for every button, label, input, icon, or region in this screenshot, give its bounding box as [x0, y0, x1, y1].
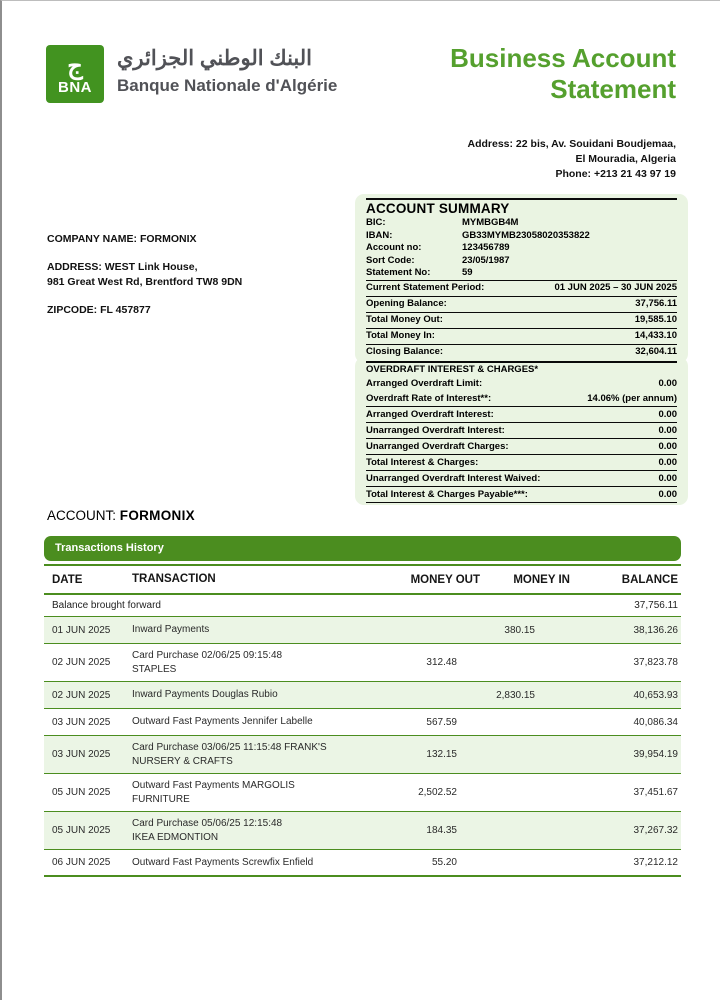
label: Total Interest & Charges Payable***:	[366, 489, 528, 500]
cell-money-out: 312.48	[426, 657, 457, 668]
cell-balance: 40,086.34	[633, 716, 678, 728]
transaction-line1: Outward Fast Payments Screwfix Enfield	[132, 856, 314, 868]
cell-transaction	[132, 856, 356, 870]
transaction-line1: Inward Payments	[132, 624, 210, 636]
label: Overdraft Rate of Interest**:	[366, 393, 492, 404]
bank-address-line1: Address: 22 bis, Av. Souidani Boudjemaa,	[467, 138, 676, 150]
value: 32,604.11	[635, 346, 677, 357]
balance-brought-forward-row	[44, 595, 681, 617]
bank-phone: Phone: +213 21 43 97 19	[555, 168, 676, 180]
header-money-in: MONEY IN	[513, 573, 570, 586]
label: BIC:	[366, 217, 386, 228]
label: Statement No:	[366, 267, 431, 278]
account-label: ACCOUNT:	[47, 508, 117, 523]
value: 0.00	[658, 378, 677, 389]
account-heading	[47, 508, 195, 523]
bna-emblem-icon: ج	[67, 52, 83, 80]
value: 19,585.10	[634, 314, 677, 325]
table-row	[44, 644, 681, 682]
summary-iban-row	[366, 230, 677, 243]
overdraft-box	[355, 357, 688, 505]
value: 59	[462, 267, 473, 278]
transaction-line1: Card Purchase 02/06/25 09:15:48	[132, 650, 283, 661]
label: Sort Code:	[366, 254, 415, 266]
header-balance: BALANCE	[621, 573, 678, 586]
overdraft-limit-row	[366, 376, 677, 391]
cell-date: 05 JUN 2025	[52, 787, 111, 798]
cell-transaction	[132, 623, 356, 637]
cell-balance: 37,267.32	[633, 825, 678, 836]
summary-money-in-row	[366, 328, 677, 344]
label: Total Money In:	[366, 330, 435, 341]
bna-logo	[46, 45, 104, 103]
transaction-line1: Outward Fast Payments Jennifer Labelle	[132, 716, 313, 728]
table-row	[44, 774, 681, 812]
value: 14.06% (per annum)	[587, 393, 677, 404]
value: 14,433.10	[634, 330, 677, 341]
header-transaction: TRANSACTION	[132, 572, 216, 585]
label: Opening Balance:	[366, 298, 447, 309]
summary-period-row	[366, 280, 677, 296]
transaction-line2: IKEA EDMONTION	[132, 831, 219, 843]
summary-bic-row	[366, 217, 677, 230]
value: 0.00	[658, 441, 677, 452]
cell-date: 02 JUN 2025	[52, 657, 111, 668]
label: IBAN:	[366, 229, 393, 241]
value: 0.00	[658, 457, 677, 468]
value: MYMBGB4M	[462, 217, 519, 228]
label: Unarranged Overdraft Interest:	[366, 425, 505, 436]
cell-transaction	[132, 649, 356, 676]
page-title	[450, 43, 676, 105]
page-title-line2: Statement	[550, 74, 676, 104]
cell-date: 03 JUN 2025	[52, 749, 111, 760]
total-interest-charges-row	[366, 454, 677, 470]
page-title-line1: Business Account	[450, 43, 676, 73]
interest-waived-row	[366, 470, 677, 486]
transaction-line1: Inward Payments Douglas Rubio	[132, 689, 278, 701]
cell-money-out: 567.59	[426, 716, 457, 728]
company-address-line2: 981 Great West Rd, Brentford TW8 9DN	[47, 276, 243, 288]
cell-date: 06 JUN 2025	[52, 857, 111, 868]
value: GB33MYMB23058020353822	[462, 229, 590, 241]
label: Unarranged Overdraft Charges:	[366, 441, 509, 452]
account-name-value: FORMONIX	[119, 508, 195, 523]
table-row	[44, 617, 681, 644]
value: 0.00	[658, 409, 677, 420]
cell-date: 02 JUN 2025	[52, 689, 111, 701]
cell-balance: 38,136.26	[633, 624, 678, 636]
transaction-line2: NURSERY & CRAFTS	[132, 755, 233, 767]
transactions-table	[44, 564, 681, 877]
total-payable-row	[366, 486, 677, 503]
table-row	[44, 850, 681, 877]
opening-balance-value: 37,756.11	[634, 600, 678, 611]
brand-header	[46, 45, 337, 103]
value: 0.00	[658, 489, 677, 500]
account-summary-title: ACCOUNT SUMMARY	[366, 201, 510, 216]
label: Arranged Overdraft Interest:	[366, 409, 494, 420]
table-header-row	[44, 566, 681, 595]
value: 23/05/1987	[462, 254, 510, 266]
transaction-line1: Outward Fast Payments MARGOLIS FURNITURE	[132, 780, 295, 805]
cell-money-out: 55.20	[431, 857, 457, 868]
arranged-interest-row	[366, 406, 677, 422]
account-summary-box	[355, 194, 688, 363]
cell-balance: 40,653.93	[633, 689, 678, 701]
unarranged-interest-row	[366, 422, 677, 438]
company-name: COMPANY NAME: FORMONIX	[47, 233, 197, 245]
cell-money-in: 380.15	[504, 624, 535, 636]
company-address-line1: ADDRESS: WEST Link House,	[47, 261, 198, 273]
value: 123456789	[462, 242, 510, 253]
transaction-line1: Card Purchase 03/06/25 11:15:48 FRANK'S	[132, 742, 327, 753]
overdraft-rate-row	[366, 391, 677, 406]
transaction-line2: STAPLES	[132, 663, 177, 675]
label: Account no:	[366, 242, 422, 253]
cell-date: 03 JUN 2025	[52, 716, 111, 728]
cell-balance: 37,823.78	[633, 657, 678, 668]
summary-sort-code-row	[366, 255, 677, 268]
label: Arranged Overdraft Limit:	[366, 378, 483, 389]
label: Current Statement Period:	[366, 282, 485, 293]
bank-name-french: Banque Nationale d'Algérie	[117, 76, 338, 95]
cell-money-out: 2,502.52	[418, 787, 457, 798]
table-row	[44, 812, 681, 850]
cell-money-out: 132.15	[426, 749, 457, 760]
value: 0.00	[658, 473, 677, 484]
overdraft-title: OVERDRAFT INTEREST & CHARGES*	[366, 364, 539, 375]
opening-label: Balance brought forward	[52, 600, 161, 611]
value: 0.00	[658, 425, 677, 436]
cell-balance: 37,451.67	[633, 787, 678, 798]
cell-transaction	[132, 817, 356, 844]
cell-date: 05 JUN 2025	[52, 825, 111, 836]
bna-logo-text: BNA	[58, 78, 92, 96]
label: Unarranged Overdraft Interest Waived:	[366, 473, 541, 484]
value: 01 JUN 2025 – 30 JUN 2025	[554, 282, 677, 293]
transactions-history-banner: Transactions History	[44, 536, 681, 561]
bank-address-line2: El Mouradia, Algeria	[575, 153, 676, 165]
table-row	[44, 709, 681, 736]
table-row	[44, 682, 681, 709]
value: 37,756.11	[635, 298, 677, 309]
unarranged-charges-row	[366, 438, 677, 454]
bank-address	[468, 137, 677, 182]
table-row	[44, 736, 681, 774]
summary-statement-no-row	[366, 267, 677, 280]
cell-balance: 37,212.12	[633, 857, 678, 868]
summary-opening-balance-row	[366, 296, 677, 312]
cell-money-out: 184.35	[426, 825, 457, 836]
label: Total Money Out:	[366, 314, 443, 325]
cell-transaction	[132, 715, 356, 729]
cell-transaction	[132, 779, 356, 806]
label: Total Interest & Charges:	[366, 457, 479, 468]
label: Closing Balance:	[366, 346, 444, 357]
bank-name-arabic: البنك الوطني الجزائري	[117, 47, 312, 70]
cell-transaction	[132, 688, 356, 702]
company-info	[47, 232, 242, 318]
cell-date: 01 JUN 2025	[52, 624, 111, 636]
cell-balance: 39,954.19	[633, 749, 678, 760]
bank-names	[117, 45, 337, 96]
header-money-out: MONEY OUT	[410, 573, 480, 586]
summary-account-no-row	[366, 242, 677, 255]
cell-transaction	[132, 741, 356, 768]
header-date: DATE	[52, 573, 83, 586]
transaction-line1: Card Purchase 05/06/25 12:15:48	[132, 818, 283, 829]
summary-money-out-row	[366, 312, 677, 328]
company-zipcode: ZIPCODE: FL 457877	[47, 304, 151, 316]
cell-money-in: 2,830.15	[496, 689, 535, 701]
